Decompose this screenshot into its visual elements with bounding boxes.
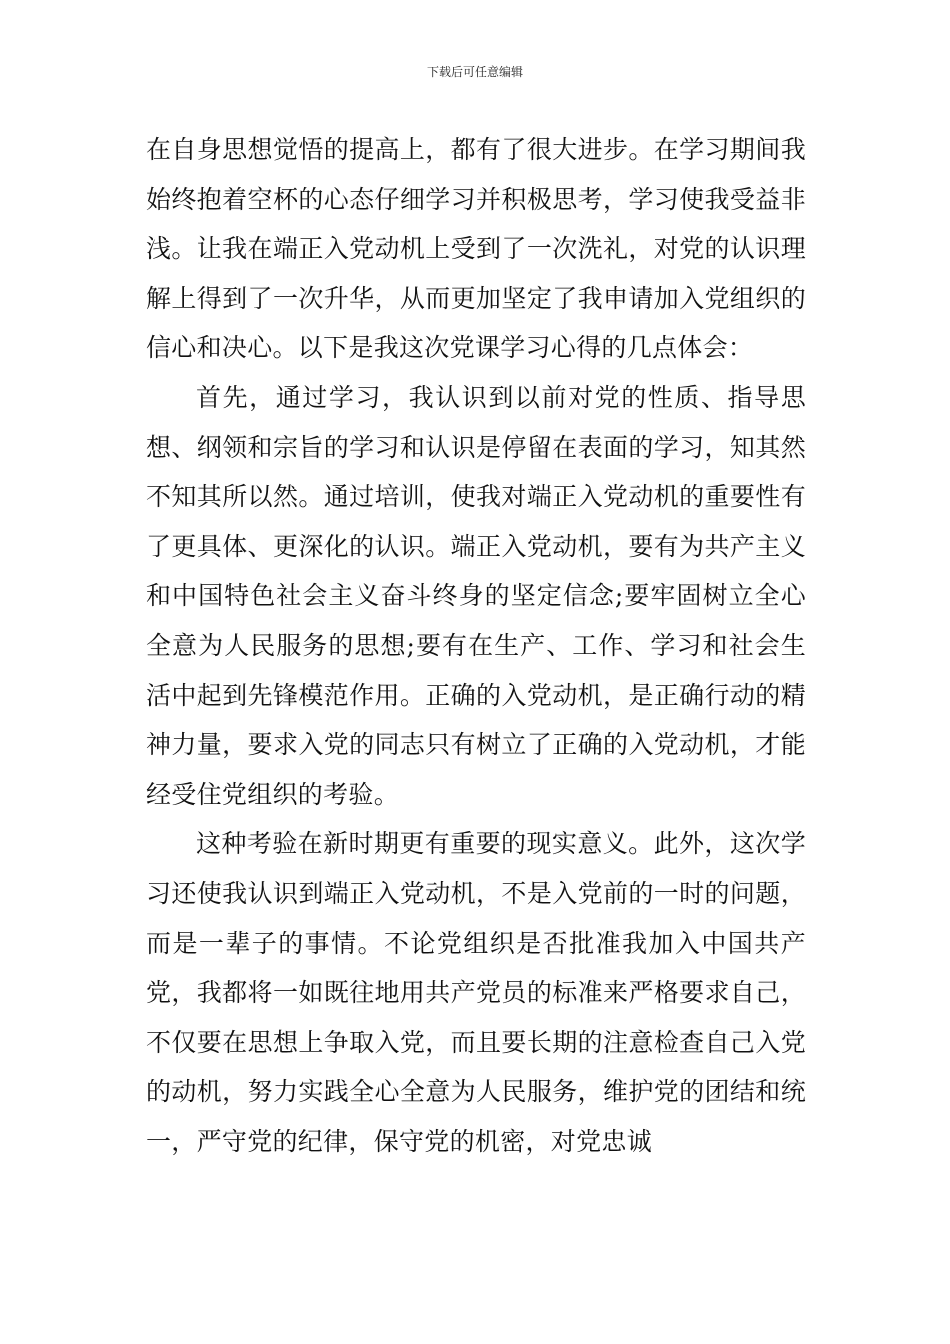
paragraph-3: 这种考验在新时期更有重要的现实意义。此外，这次学习还使我认识到端正入党动机，不是入党前的一时的问题，而是一辈子的事情。不论党组织是否批准我加入中国共产党，我都将一如既往地用共产党员的标准来严格要求自己，不仅要在思想上争取入党，而且要长期的注意检查自己入党的动机，努力实践全心全意为人民服务，维护党的团结和统一，严守党的纪律，保守党的机密，对党忠诚 <box>146 829 806 1156</box>
paragraph-1: 在自身思想觉悟的提高上，都有了很大进步。在学习期间我始终抱着空杯的心态仔细学习并积极思考，学习使我受益非浅。让我在端正入党动机上受到了一次洗礼，对党的认识理解上得到了一次升华，从而更加坚定了我申请加入党组织的信心和决心。以下是我这次党课学习心得的几点体会： <box>146 135 806 363</box>
paragraph-2: 首先，通过学习，我认识到以前对党的性质、指导思想、纲领和宗旨的学习和认识是停留在表面的学习，知其然不知其所以然。通过培训，使我对端正入党动机的重要性有了更具体、更深化的认识。端正入党动机，要有为共产主义和中国特色社会主义奋斗终身的坚定信念;要牢固树立全心全意为人民服务的思想;要有在生产、工作、学习和社会生活中起到先锋模范作用。正确的入党动机，是正确行动的精神力量，要求入党的同志只有树立了正确的入党动机，才能经受住党组织的考验。 <box>146 382 806 809</box>
document-body <box>146 125 806 1166</box>
page-header: 下载后可任意编辑 <box>426 65 523 79</box>
